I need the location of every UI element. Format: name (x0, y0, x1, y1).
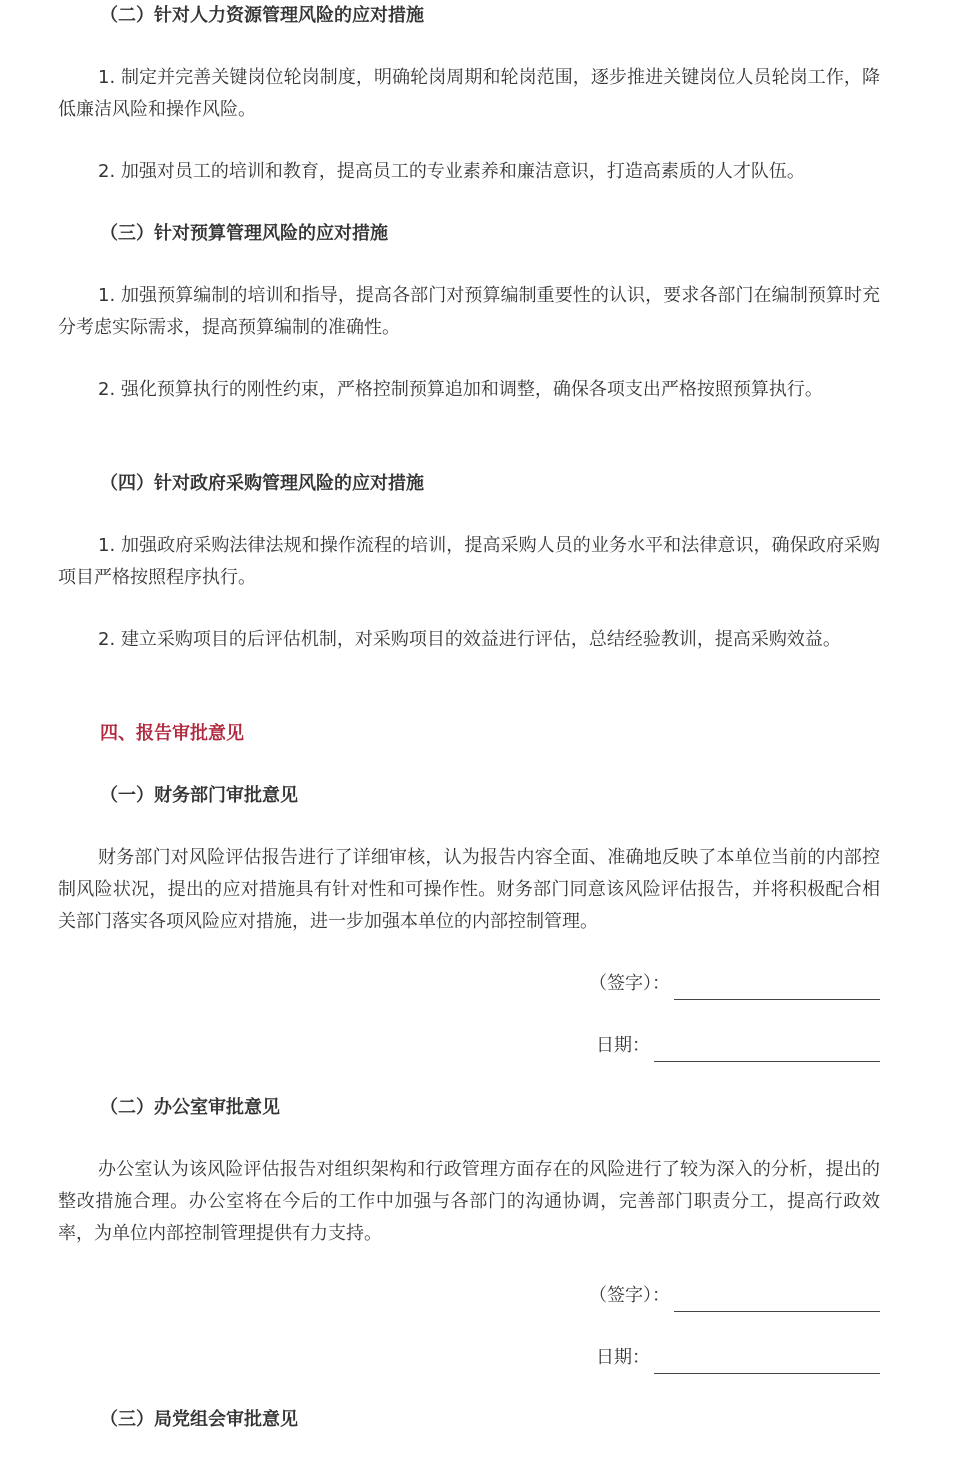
signature-blank (674, 1287, 880, 1312)
heading-office-approval: （二）办公室审批意见 (100, 1097, 280, 1118)
finance-signature-line (589, 968, 880, 1000)
date-blank (654, 1349, 880, 1374)
office-signature-line (589, 1280, 880, 1312)
date-label: 日期： (596, 1035, 650, 1056)
office-date-line (596, 1342, 880, 1374)
signature-label: （签字）： (589, 1285, 670, 1306)
heading-hr-measures: （二）针对人力资源管理风险的应对措施 (100, 5, 424, 26)
paragraph-procurement-1: 1. 加强政府采购法律法规和操作流程的培训，提高采购人员的业务水平和法律意识，确保政府采购项目严格按照程序执行。 (58, 535, 880, 588)
paragraph-budget-2: 2. 强化预算执行的刚性约束，严格控制预算追加和调整，确保各项支出严格按照预算执行。 (98, 379, 823, 400)
heading-finance-approval: （一）财务部门审批意见 (100, 785, 298, 806)
heading-party-approval: （三）局党组会审批意见 (100, 1409, 298, 1430)
paragraph-procurement-2: 2. 建立采购项目的后评估机制，对采购项目的效益进行评估，总结经验教训，提高采购效益。 (98, 629, 841, 650)
paragraph-budget-1: 1. 加强预算编制的培训和指导，提高各部门对预算编制重要性的认识，要求各部门在编制预算时充分考虑实际需求，提高预算编制的准确性。 (58, 285, 880, 338)
paragraph-finance-opinion: 财务部门对风险评估报告进行了详细审核，认为报告内容全面、准确地反映了本单位当前的内部控制风险状况，提出的应对措施具有针对性和可操作性。财务部门同意该风险评估报告，并将积极配合相关部门落实各项风险应对措施，进一步加强本单位的内部控制管理。 (58, 847, 880, 932)
heading-procurement-measures: （四）针对政府采购管理风险的应对措施 (100, 473, 424, 494)
date-label: 日期： (596, 1347, 650, 1368)
paragraph-office-opinion: 办公室认为该风险评估报告对组织架构和行政管理方面存在的风险进行了较为深入的分析，提出的整改措施合理。办公室将在今后的工作中加强与各部门的沟通协调，完善部门职责分工，提高行政效率，为单位内部控制管理提供有力支持。 (58, 1159, 880, 1244)
finance-date-line (596, 1030, 880, 1062)
date-blank (654, 1037, 880, 1062)
section-title-approval: 四、报告审批意见 (100, 723, 244, 744)
paragraph-hr-2: 2. 加强对员工的培训和教育，提高员工的专业素养和廉洁意识，打造高素质的人才队伍。 (98, 161, 805, 182)
heading-budget-measures: （三）针对预算管理风险的应对措施 (100, 223, 388, 244)
signature-blank (674, 975, 880, 1000)
signature-label: （签字）： (589, 973, 670, 994)
paragraph-hr-1: 1. 制定并完善关键岗位轮岗制度，明确轮岗周期和轮岗范围，逐步推进关键岗位人员轮岗工作，降低廉洁风险和操作风险。 (58, 67, 880, 120)
